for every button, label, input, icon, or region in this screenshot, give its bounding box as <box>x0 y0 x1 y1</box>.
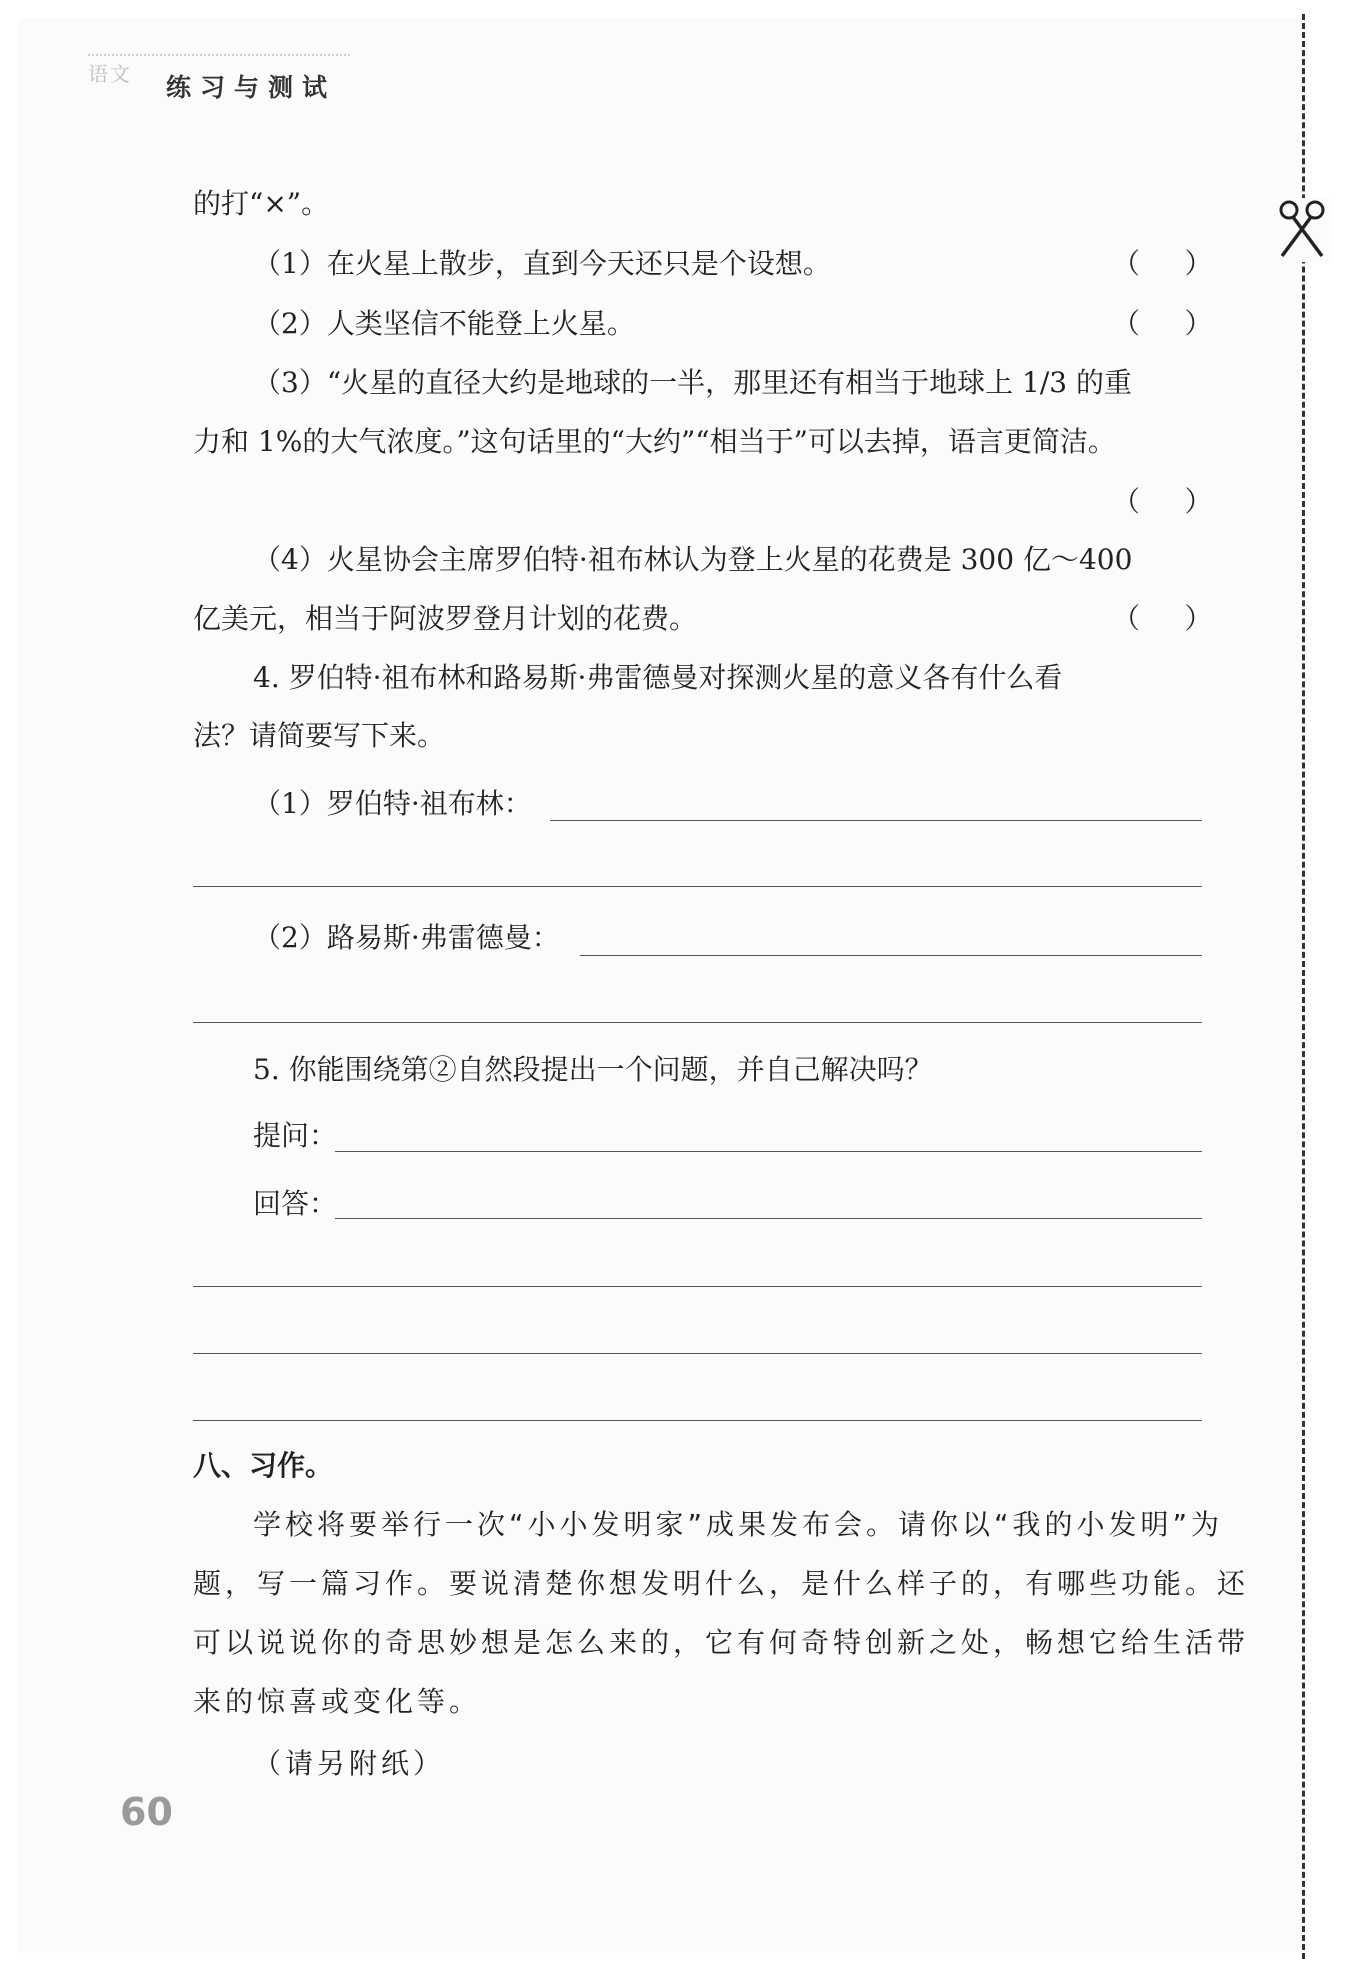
essay-prompt-line-3: 可以说说你的奇思妙想是怎么来的，它有何奇特创新之处，畅想它给生活带 <box>193 1626 1250 1659</box>
intro-line: 的打“×”。 <box>193 187 330 220</box>
answer-line-4-2a[interactable] <box>580 955 1202 956</box>
answer-line-1[interactable] <box>335 1218 1202 1219</box>
section-5-question: 5. 你能围绕第②自然段提出一个问题，并自己解决吗？ <box>253 1053 933 1086</box>
answer-paren-1[interactable]: （ ） <box>1112 247 1213 280</box>
cut-line <box>1302 14 1305 1959</box>
essay-prompt-line-1: 学校将要举行一次“小小发明家”成果发布会。请你以“我的小发明”为 <box>253 1508 1224 1541</box>
answer-paren-3[interactable]: （ ） <box>1112 485 1213 518</box>
header-dotted-rule <box>88 54 350 56</box>
question-3-line-2: 力和 1%的大气浓度。”这句话里的“大约”“相当于”可以去掉，语言更简洁。 <box>193 425 1116 458</box>
answer-line-4[interactable] <box>193 1420 1202 1421</box>
answer-line-2[interactable] <box>193 1286 1202 1287</box>
scissors-icon <box>1272 198 1332 262</box>
header-series-title: 练习与测试 <box>166 73 337 102</box>
page-number: 60 <box>120 1790 173 1834</box>
section-8-heading: 八、习作。 <box>193 1449 334 1482</box>
answer-paren-4[interactable]: （ ） <box>1112 602 1213 635</box>
section-4-item-2: （2）路易斯·弗雷德曼： <box>253 921 560 954</box>
question-2: （2）人类坚信不能登上火星。 <box>253 307 635 340</box>
answer-line-4-1a[interactable] <box>550 820 1202 821</box>
header-subject: 语文 <box>88 62 132 86</box>
question-3-line-1: （3）“火星的直径大约是地球的一半，那里还有相当于地球上 1/3 的重 <box>253 366 1132 399</box>
answer-line-4-2b[interactable] <box>193 1022 1202 1023</box>
ask-label: 提问： <box>253 1119 338 1152</box>
answer-paren-2[interactable]: （ ） <box>1112 307 1213 340</box>
question-4-line-1: （4）火星协会主席罗伯特·祖布林认为登上火星的花费是 300 亿～400 <box>253 543 1133 576</box>
section-4-line-1: 4. 罗伯特·祖布林和路易斯·弗雷德曼对探测火星的意义各有什么看 <box>253 661 1063 694</box>
section-4-line-2: 法？请简要写下来。 <box>193 719 446 752</box>
answer-line-4-1b[interactable] <box>193 886 1202 887</box>
attach-note: （请另附纸） <box>253 1747 446 1780</box>
answer-line-3[interactable] <box>193 1353 1202 1354</box>
ask-answer-line[interactable] <box>335 1151 1202 1152</box>
answer-label: 回答： <box>253 1187 338 1220</box>
question-4-line-2: 亿美元，相当于阿波罗登月计划的花费。 <box>193 602 698 635</box>
essay-prompt-line-4: 来的惊喜或变化等。 <box>193 1685 482 1718</box>
section-4-item-1: （1）罗伯特·祖布林： <box>253 787 532 820</box>
essay-prompt-line-2: 题，写一篇习作。要说清楚你想发明什么，是什么样子的，有哪些功能。还 <box>193 1567 1250 1600</box>
question-1: （1）在火星上散步，直到今天还只是个设想。 <box>253 247 831 280</box>
